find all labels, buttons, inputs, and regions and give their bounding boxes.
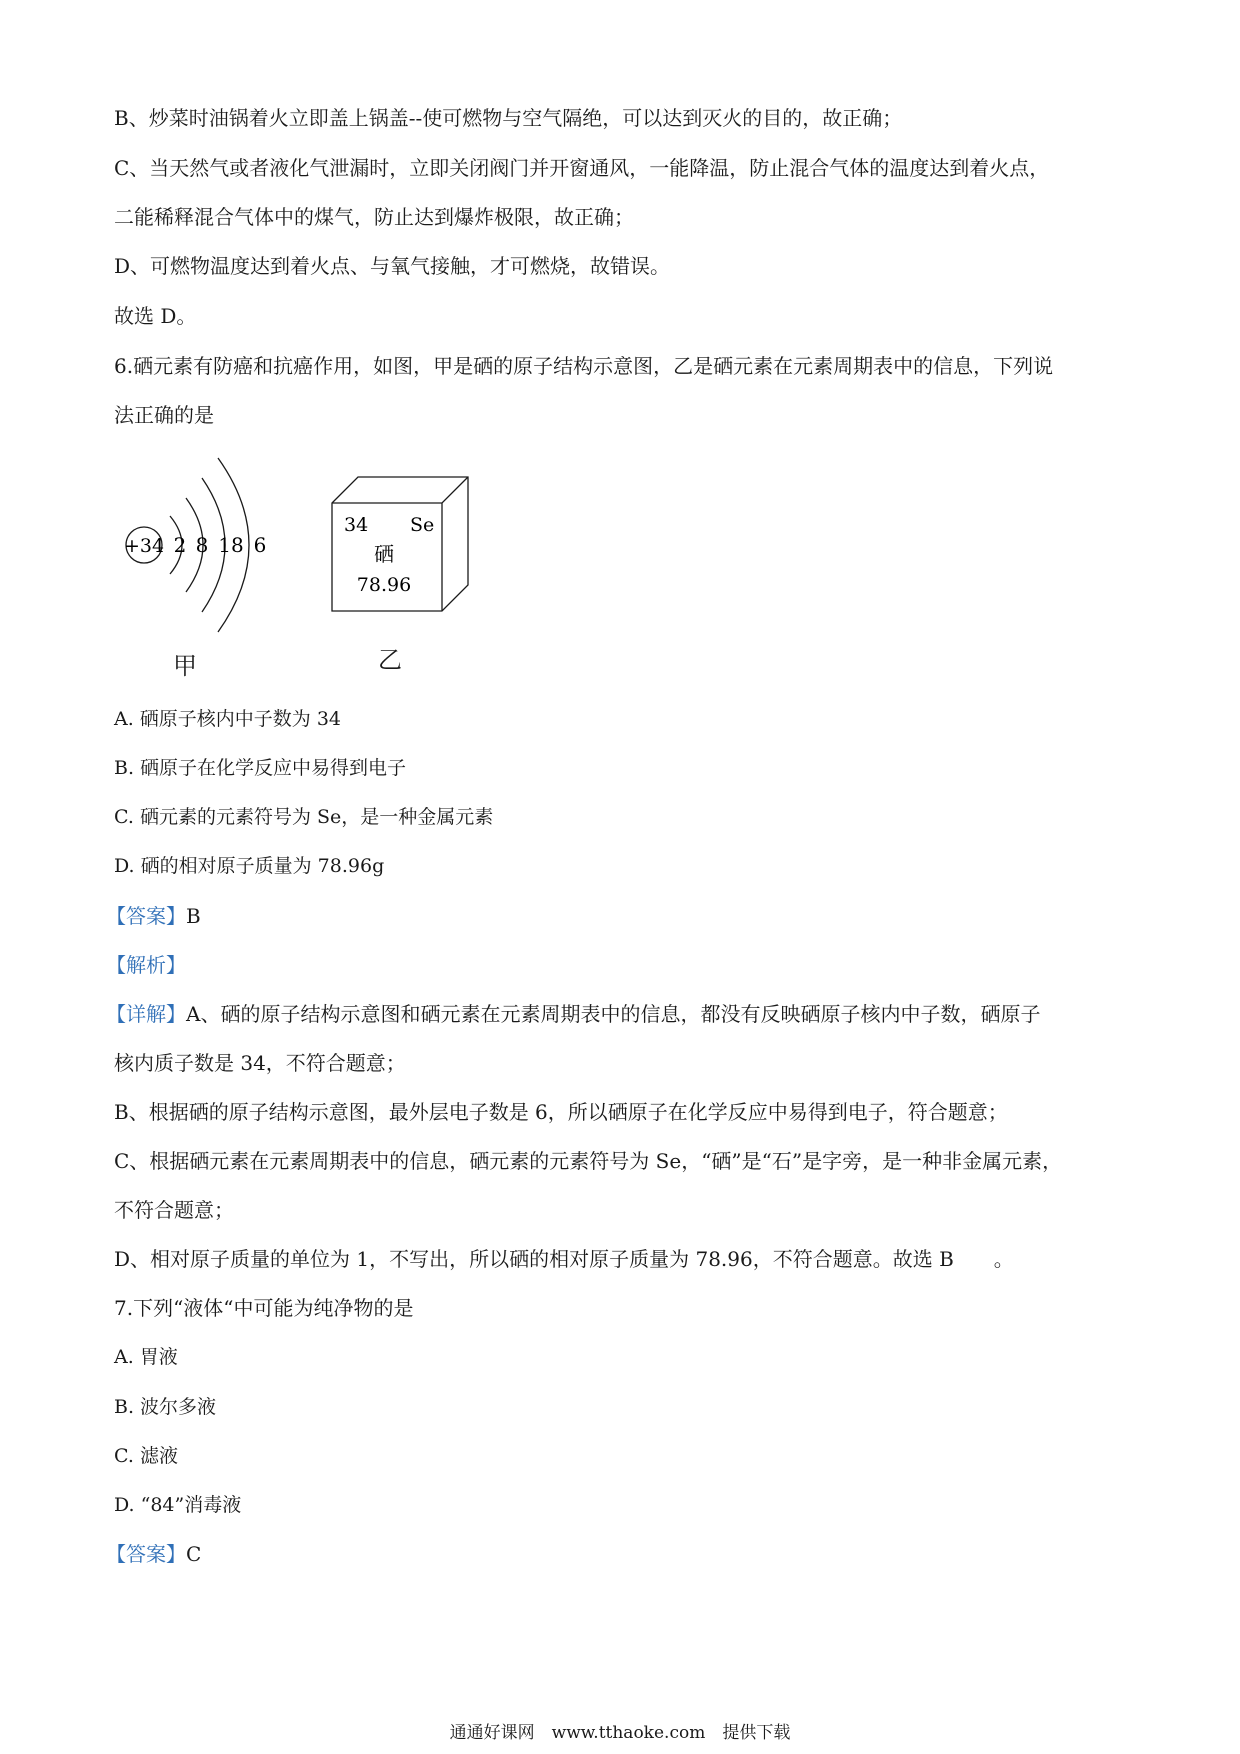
page-footer: 通通好课网 www.tthaoke.com 提供下载	[449, 1723, 791, 1743]
shell-electron-count: 8	[195, 533, 209, 557]
question-7-stem: 7.下列“液体“中可能为纯净物的是	[114, 1296, 414, 1320]
option-d: D. 硒的相对原子质量为 78.96g	[114, 855, 385, 877]
option-c: C. 滤液	[114, 1445, 178, 1467]
shell-electron-count: 18	[218, 533, 244, 557]
analysis-tag: 【解析】	[106, 953, 186, 977]
option-c: C. 硒元素的元素符号为 Se，是一种金属元素	[114, 806, 494, 828]
text-line: B、炒菜时油锅着火立即盖上锅盖--使可燃物与空气隔绝，可以达到灭火的目的，故正确；	[114, 106, 903, 130]
question-6-stem: 6.硒元素有防癌和抗癌作用，如图，甲是硒的原子结构示意图，乙是硒元素在元素周期表中的信息，下列说	[114, 354, 1054, 378]
option-d: D. “84”消毒液	[114, 1494, 242, 1516]
detail-line	[106, 1000, 1040, 1028]
nucleus-charge: +34	[123, 535, 165, 557]
detail-line: 核内质子数是 34，不符合题意；	[114, 1051, 406, 1075]
detail-line: C、根据硒元素在元素周期表中的信息，硒元素的元素符号为 Se，“硒”是“石”是字旁，是一种非金属元素，	[114, 1149, 1063, 1173]
element-symbol: Se	[410, 514, 435, 536]
element-name: 硒	[374, 542, 394, 566]
answer-tag: 【答案】	[106, 904, 186, 928]
text-line: 二能稀释混合气体中的煤气，防止达到爆炸极限，故正确；	[114, 205, 634, 229]
shell-electron-count: 2	[173, 533, 187, 557]
option-a: A. 硒原子核内中子数为 34	[114, 708, 342, 730]
question-6-stem: 法正确的是	[114, 403, 214, 427]
atom-structure-diagram	[114, 440, 534, 650]
answer-tag: 【答案】	[106, 1542, 186, 1566]
shell-electron-count: 6	[253, 533, 267, 557]
answer-value: C	[186, 1542, 202, 1566]
text-line: 故选 D。	[114, 304, 197, 328]
figure-caption-yi: 乙	[378, 646, 402, 674]
atomic-mass: 78.96	[356, 574, 412, 596]
text-line: D、可燃物温度达到着火点、与氧气接触，才可燃烧，故错误。	[114, 254, 671, 278]
answer-line	[106, 1540, 201, 1568]
answer-line	[106, 902, 201, 930]
detail-tag: 【详解】	[106, 1002, 186, 1026]
detail-text: A、硒的原子结构示意图和硒元素在元素周期表中的信息，都没有反映硒原子核内中子数，硒原子	[186, 1002, 1041, 1026]
element-card	[332, 477, 468, 611]
atomic-number: 34	[344, 514, 369, 536]
detail-line: 不符合题意；	[114, 1198, 234, 1222]
text-line: C、当天然气或者液化气泄漏时，立即关闭阀门并开窗通风，一能降温，防止混合气体的温度达到着火点，	[114, 156, 1050, 180]
option-a: A. 胃液	[114, 1346, 178, 1368]
figure-caption-jia: 甲	[173, 652, 197, 680]
answer-value: B	[186, 904, 201, 928]
detail-line: D、相对原子质量的单位为 1，不写出，所以硒的相对原子质量为 78.96，不符合题意。故选 B 。	[114, 1247, 1014, 1271]
option-b: B. 硒原子在化学反应中易得到电子	[114, 757, 407, 779]
option-b: B. 波尔多液	[114, 1396, 217, 1418]
question-6-figure	[114, 440, 534, 690]
detail-line: B、根据硒的原子结构示意图，最外层电子数是 6，所以硒原子在化学反应中易得到电子，符合题意；	[114, 1100, 1008, 1124]
